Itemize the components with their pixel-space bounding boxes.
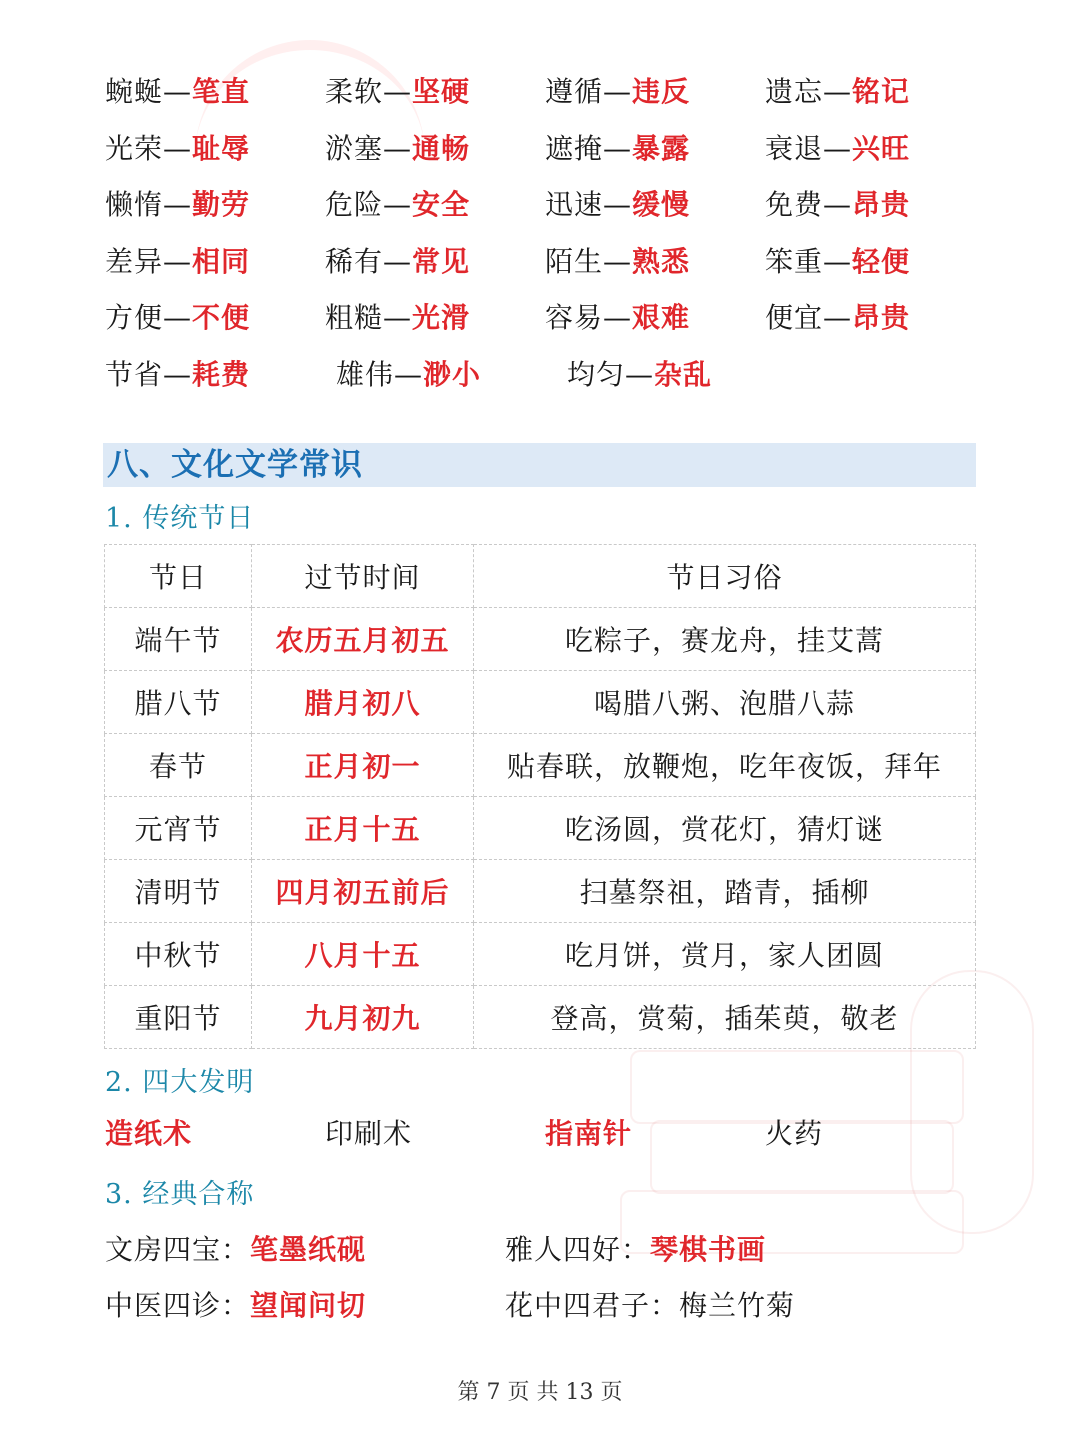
antonym-row — [105, 119, 985, 176]
antonym-pair: 光荣—耻辱 — [105, 131, 251, 165]
festival-time: 八月十五 — [252, 923, 474, 986]
festival-time: 腊月初八 — [252, 671, 474, 734]
antonym-pair: 容易—艰难 — [545, 301, 691, 335]
table-row — [105, 797, 976, 860]
header-festival: 节日 — [105, 545, 252, 608]
festival-customs: 吃汤圆，赏花灯，猜灯谜 — [474, 797, 976, 860]
festival-time: 正月初一 — [252, 734, 474, 797]
table-row — [105, 986, 976, 1049]
antonym-pair: 均匀—杂乱 — [567, 357, 713, 391]
inventions-list — [105, 1112, 985, 1152]
antonym-pair: 差异—相同 — [105, 244, 251, 278]
antonym-pair: 节省—耗费 — [105, 357, 251, 391]
header-customs: 节日习俗 — [474, 545, 976, 608]
festival-name: 端午节 — [105, 608, 252, 671]
festival-time: 四月初五前后 — [252, 860, 474, 923]
antonym-pair: 遮掩—暴露 — [545, 131, 691, 165]
invention-item: 火药 — [765, 1117, 824, 1150]
festival-name: 中秋节 — [105, 923, 252, 986]
festival-time: 农历五月初五 — [252, 608, 474, 671]
festival-customs: 喝腊八粥、泡腊八蒜 — [474, 671, 976, 734]
festival-name: 清明节 — [105, 860, 252, 923]
festival-name: 元宵节 — [105, 797, 252, 860]
festival-time: 正月十五 — [252, 797, 474, 860]
invention-item: 指南针 — [545, 1117, 633, 1150]
festival-customs: 贴春联，放鞭炮，吃年夜饭，拜年 — [474, 734, 976, 797]
antonym-pair: 粗糙—光滑 — [325, 301, 471, 335]
antonym-pair: 懒惰—勤劳 — [105, 188, 251, 222]
antonym-pair: 危险—安全 — [325, 188, 471, 222]
classic-term: 花中四君子：梅兰竹菊 — [505, 1289, 796, 1322]
festival-name: 腊八节 — [105, 671, 252, 734]
subsection-title-inventions: 2. 四大发明 — [105, 1067, 255, 1098]
festival-name: 重阳节 — [105, 986, 252, 1049]
antonym-row — [105, 345, 985, 402]
section-title: 八、文化文学常识 — [103, 443, 976, 487]
antonym-pair: 免费—昂贵 — [765, 188, 911, 222]
antonym-row — [105, 288, 985, 345]
antonym-pair: 笨重—轻便 — [765, 244, 911, 278]
antonym-row — [105, 232, 985, 289]
table-row — [105, 608, 976, 671]
festival-name: 春节 — [105, 734, 252, 797]
antonym-pair: 方便—不便 — [105, 301, 251, 335]
table-header-row — [105, 545, 976, 608]
festival-table — [104, 544, 976, 1049]
classic-term: 中医四诊：望闻问切 — [105, 1289, 367, 1322]
subsection-title-classics: 3. 经典合称 — [105, 1179, 255, 1210]
antonym-row — [105, 62, 985, 119]
festival-time: 九月初九 — [252, 986, 474, 1049]
page-footer: 第 7 页 共 13 页 — [457, 1380, 623, 1405]
antonym-pair: 稀有—常见 — [325, 244, 471, 278]
classic-term: 文房四宝：笔墨纸砚 — [105, 1233, 367, 1266]
invention-item: 印刷术 — [325, 1117, 413, 1150]
festival-customs: 登高，赏菊，插茱萸，敬老 — [474, 986, 976, 1049]
festival-customs: 扫墓祭祖，踏青，插柳 — [474, 860, 976, 923]
antonym-pair: 衰退—兴旺 — [765, 131, 911, 165]
antonym-pair: 遗忘—铭记 — [765, 75, 911, 109]
antonym-row — [105, 175, 985, 232]
header-time: 过节时间 — [252, 545, 474, 608]
antonym-pair: 遵循—违反 — [545, 75, 691, 109]
antonym-pair: 便宜—昂贵 — [765, 301, 911, 335]
table-row — [105, 860, 976, 923]
antonym-pair: 迅速—缓慢 — [545, 188, 691, 222]
table-row — [105, 671, 976, 734]
antonym-grid — [105, 62, 985, 401]
antonym-pair: 柔软—坚硬 — [325, 75, 471, 109]
antonym-pair: 雄伟—渺小 — [336, 357, 482, 391]
antonym-pair: 陌生—熟悉 — [545, 244, 691, 278]
festival-customs: 吃月饼，赏月，家人团圆 — [474, 923, 976, 986]
antonym-pair: 淤塞—通畅 — [325, 131, 471, 165]
invention-item: 造纸术 — [105, 1117, 193, 1150]
classic-term: 雅人四好：琴棋书画 — [505, 1233, 767, 1266]
table-row — [105, 923, 976, 986]
table-row — [105, 734, 976, 797]
antonym-pair: 蜿蜒—笔直 — [105, 75, 251, 109]
festival-customs: 吃粽子，赛龙舟，挂艾蒿 — [474, 608, 976, 671]
subsection-title-festivals: 1. 传统节日 — [105, 503, 255, 534]
